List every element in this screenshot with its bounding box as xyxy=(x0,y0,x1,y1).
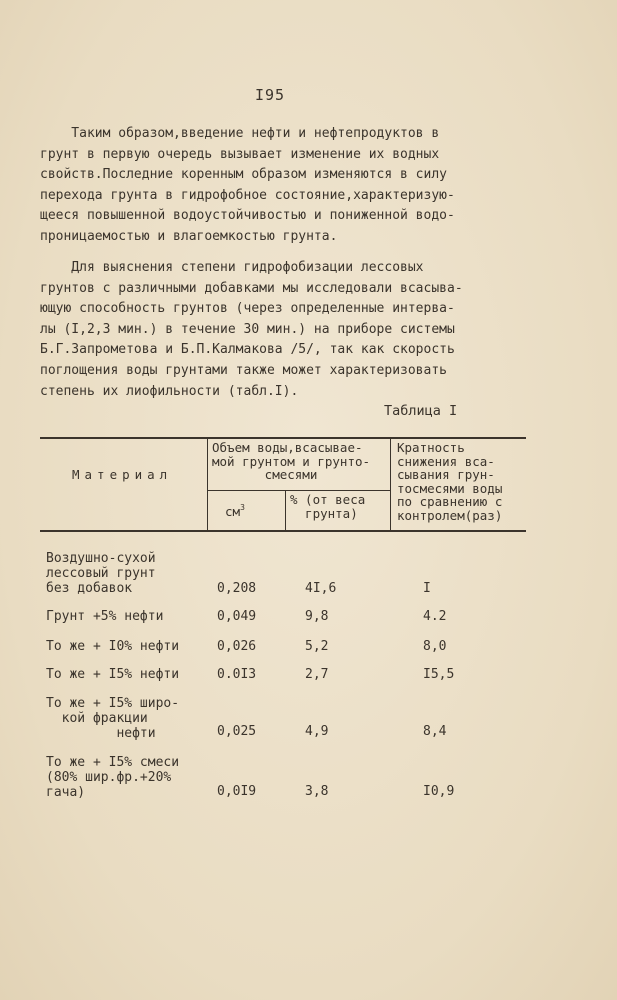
cell-material: Воздушно-сухой лессовый грунт без добавок xyxy=(46,551,156,596)
cell-cm3: 0,0I9 xyxy=(217,784,257,799)
table-top-rule xyxy=(40,437,526,439)
header-cm3-exponent: 3 xyxy=(240,503,245,512)
header-volume: Объем воды,всасывае- мой грунтом и грунто- смесями xyxy=(212,440,371,482)
header-ratio: Кратность снижения вса- сывания грун- тосмесями воды по сравнению с контролем(раз) xyxy=(397,440,503,523)
table-caption: Таблица I xyxy=(384,403,458,419)
cell-ratio: I5,5 xyxy=(423,667,455,682)
cell-ratio: I xyxy=(423,581,431,596)
cell-material: Грунт +5% нефти xyxy=(46,609,164,624)
cell-cm3: 0.0I3 xyxy=(217,667,257,682)
table-column-divider xyxy=(207,438,208,531)
paragraph-2: Для выяснения степени гидрофобизации лессовых грунтов с различными добавками мы исследовали всасыва- ющую способность грунтов (через определенные интерва- лы (I,2,3 мин.) в течение 30 мин.) на приборе системы Б.Г.Запрометова и Б.П.Калмакова /5/, так как скорость поглощения воды грунтами также может характеризовать степень их лиофильности (табл.I). xyxy=(40,260,463,399)
cell-percent: 4I,6 xyxy=(305,581,337,596)
cell-ratio: 4.2 xyxy=(423,609,447,624)
cell-material: То же + I5% смеси (80% шир.фр.+20% гача) xyxy=(46,755,180,800)
header-cm3 xyxy=(225,501,245,519)
cell-ratio: I0,9 xyxy=(423,784,455,799)
cell-cm3: 0,025 xyxy=(217,724,257,739)
cell-percent: 3,8 xyxy=(305,784,329,799)
cell-ratio: 8,4 xyxy=(423,724,447,739)
cell-cm3: 0,026 xyxy=(217,639,257,654)
table-column-divider xyxy=(390,438,391,531)
cell-material: То же + I0% нефти xyxy=(46,639,180,654)
cell-percent: 9,8 xyxy=(305,609,329,624)
header-cm3-base: см xyxy=(225,504,241,519)
header-percent: % (от веса грунта) xyxy=(290,492,366,521)
cell-percent: 4,9 xyxy=(305,724,329,739)
header-material: Материал xyxy=(72,467,173,482)
table-subheader-rule xyxy=(208,490,390,491)
table-header-bottom-rule xyxy=(40,530,526,532)
cell-cm3: 0,049 xyxy=(217,609,257,624)
cell-material: То же + I5% нефти xyxy=(46,667,180,682)
paragraph-1: Таким образом,введение нефти и нефтепродуктов в грунт в первую очередь вызывает изменение их водных свойств.Последние коренным образом изменяются в силу перехода грунта в гидрофобное состояние,характеризую- щееся повышенной водоустойчивостью и пониженной водо- проницаемостью и влагоемкостью грунта. xyxy=(40,126,455,244)
cell-cm3: 0,208 xyxy=(217,581,257,596)
table-column-divider xyxy=(285,490,286,531)
cell-ratio: 8,0 xyxy=(423,639,447,654)
cell-percent: 2,7 xyxy=(305,667,329,682)
cell-material: То же + I5% широ- кой фракции нефти xyxy=(46,696,180,741)
cell-percent: 5,2 xyxy=(305,639,329,654)
page-number: I95 xyxy=(255,86,286,104)
